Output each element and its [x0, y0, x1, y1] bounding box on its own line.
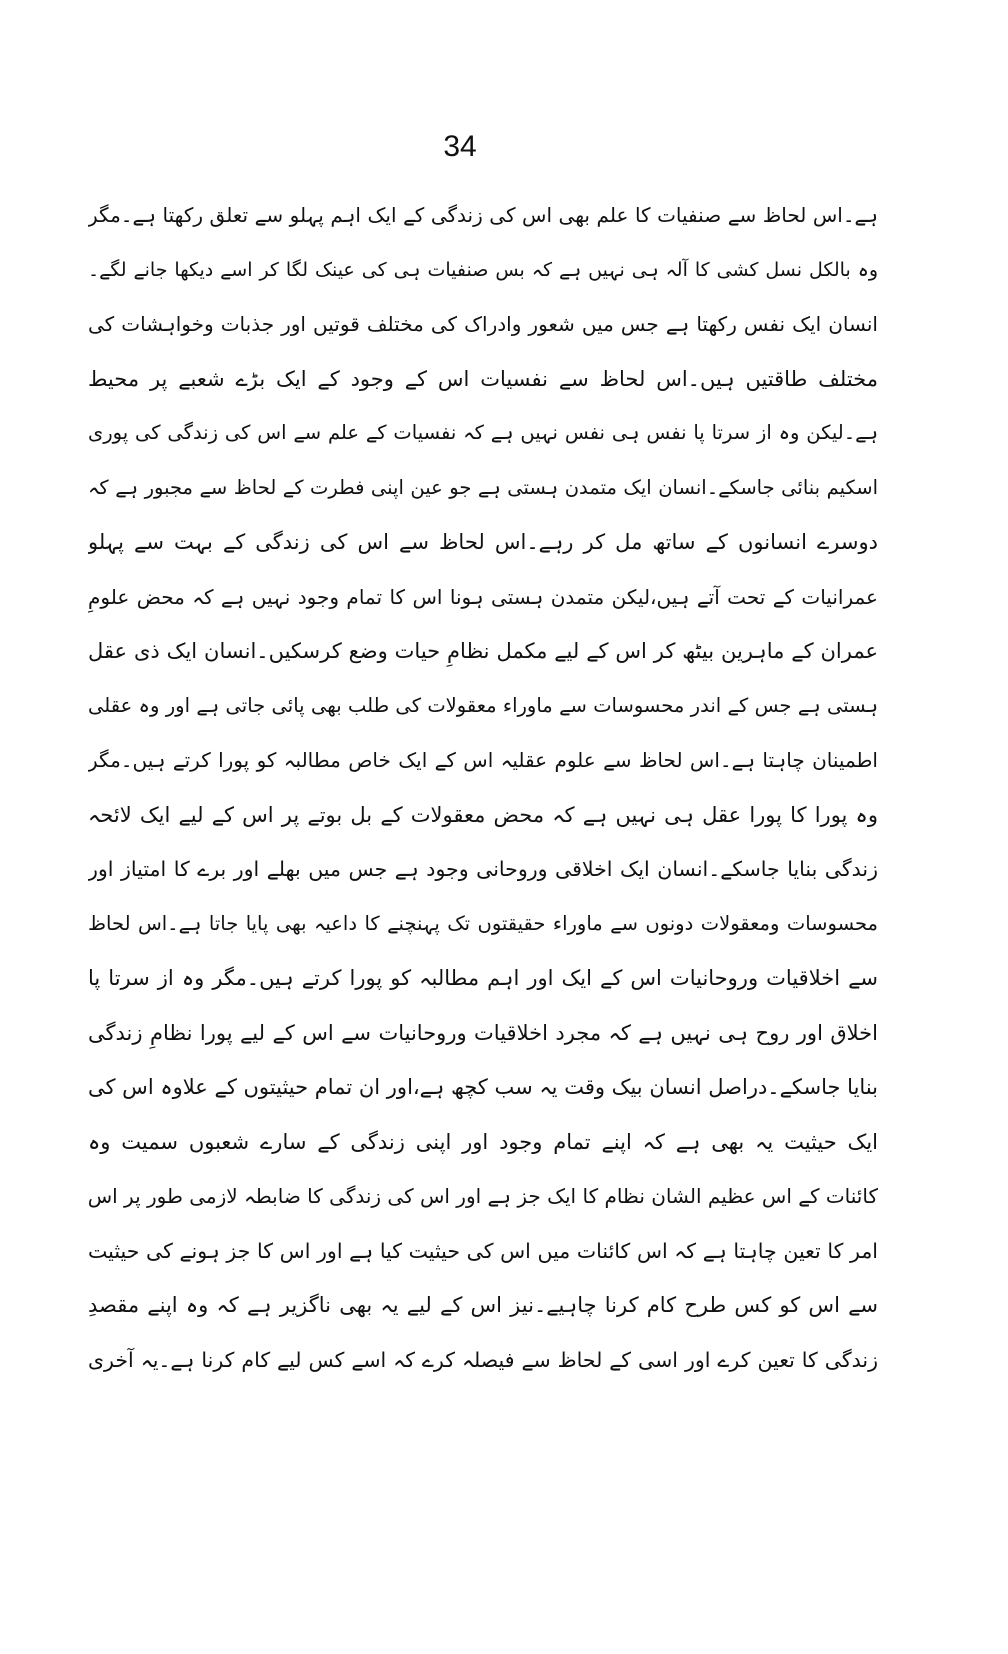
text-line: عمران کے ماہرین بیٹھ کر اس کے لیے مکمل نظامِ حیات وضع کرسکیں۔انسان ایک ذی عقل: [88, 639, 878, 663]
page-number: 34: [443, 130, 477, 163]
text-line: انسان ایک نفس رکھتا ہے جس میں شعور وادراک کی مختلف قوتیں اور جذبات وخواہشات کی: [88, 312, 878, 336]
text-line: وہ پورا کا پورا عقل ہی نہیں ہے کہ محض معقولات کے بل بوتے پر اس کے لیے ایک لائحہ: [88, 802, 878, 827]
text-line: محسوسات ومعقولات دونوں سے ماوراء حقیقتوں تک پہنچنے کا داعیہ بھی پایا جاتا ہے۔اس لحاظ: [88, 911, 878, 935]
text-line: زندگی کا تعین کرے اور اسی کے لحاظ سے فیصلہ کرے کہ اسے کس لیے کام کرنا ہے۔یہ آخری: [88, 1347, 878, 1372]
text-line: سے اخلاقیات وروحانیات اس کے ایک اور اہم مطالبہ کو پورا کرتے ہیں۔مگر وہ از سرتا پا: [88, 966, 878, 990]
text-line: ہے۔اس لحاظ سے صنفیات کا علم بھی اس کی زندگی کے ایک اہم پہلو سے تعلق رکھتا ہے۔مگر: [88, 203, 878, 227]
text-line: عمرانیات کے تحت آتے ہیں،لیکن متمدن ہستی ہونا اس کا تمام وجود نہیں ہے کہ محض علومِ: [88, 584, 878, 609]
text-line: ایک حیثیت یہ بھی ہے کہ اپنے تمام وجود اور اپنی زندگی کے سارے شعبوں سمیت وہ: [88, 1129, 878, 1154]
text-line: مختلف طاقتیں ہیں۔اس لحاظ سے نفسیات اس کے وجود کے ایک بڑے شعبے پر محیط: [88, 366, 878, 391]
text-line: سے اس کو کس طرح کام کرنا چاہیے۔نیز اس کے لیے یہ بھی ناگزیر ہے کہ وہ اپنے مقصدِ: [88, 1293, 878, 1317]
text-line: بنایا جاسکے۔دراصل انسان بیک وقت یہ سب کچھ ہے،اور ان تمام حیثیتوں کے علاوہ اس کی: [88, 1075, 878, 1099]
text-line: اسکیم بنائی جاسکے۔انسان ایک متمدن ہستی ہے جو عین اپنی فطرت کے لحاظ سے مجبور ہے کہ: [88, 475, 878, 499]
text-line: اخلاق اور روح ہی نہیں ہے کہ مجرد اخلاقیات وروحانیات سے اس کے لیے پورا نظامِ زندگی: [88, 1020, 878, 1045]
text-line: ہستی ہے جس کے اندر محسوسات سے ماوراء معقولات کی طلب بھی پائی جاتی ہے اور وہ عقلی: [88, 693, 878, 717]
text-line: دوسرے انسانوں کے ساتھ مل کر رہے۔اس لحاظ سے اس کی زندگی کے بہت سے پہلو: [88, 530, 878, 554]
text-line: زندگی بنایا جاسکے۔انسان ایک اخلاقی وروحانی وجود ہے جس میں بھلے اور برے کا امتیاز اور: [88, 857, 878, 881]
text-line: امر کا تعین چاہتا ہے کہ اس کائنات میں اس کی حیثیت کیا ہے اور اس کا جز ہونے کی حیثیت: [88, 1238, 878, 1263]
body-text: [88, 188, 878, 1387]
text-line: ہے۔لیکن وہ از سرتا پا نفس ہی نفس نہیں ہے کہ نفسیات کے علم سے اس کی زندگی کی پوری: [88, 421, 878, 444]
text-line: وہ بالکل نسل کشی کا آلہ ہی نہیں ہے کہ بس صنفیات ہی کی عینک لگا کر اسے دیکھا جانے لگے۔: [88, 258, 878, 281]
text-line: کائنات کے اس عظیم الشان نظام کا ایک جز ہے اور اس کی زندگی کا ضابطہ لازمی طور پر اس: [88, 1184, 878, 1208]
text-line: اطمینان چاہتا ہے۔اس لحاظ سے علوم عقلیہ اس کے ایک خاص مطالبہ کو پورا کرتے ہیں۔مگر: [88, 748, 878, 772]
